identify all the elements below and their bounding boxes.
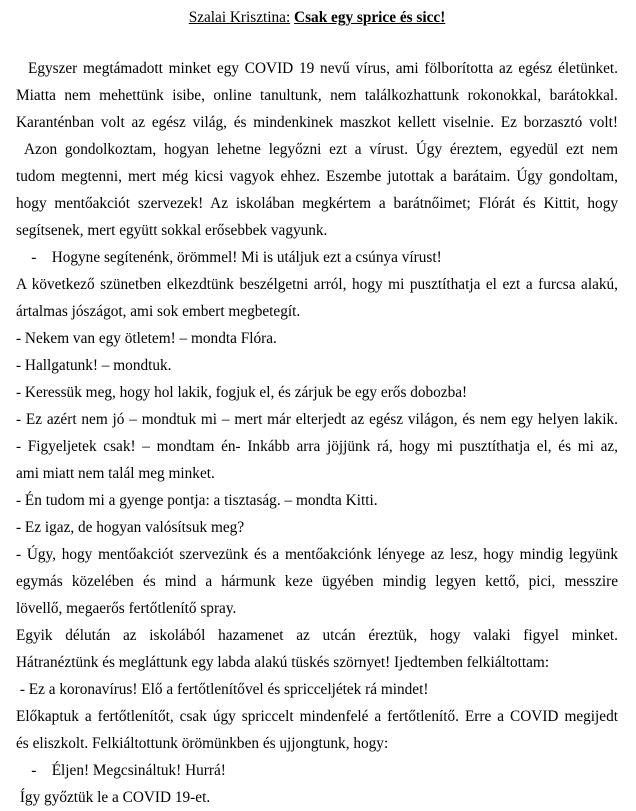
text-line: ami miatt nem talál meg minket.	[16, 465, 215, 482]
text-line: - Hallgatunk! – mondtuk.	[16, 357, 172, 374]
title-text: Csak egy sprice és sicc!	[294, 9, 446, 26]
text-line: - Keressük meg, hogy hol lakik, fogjuk el, és zárjuk be egy erős dobozba!	[16, 384, 468, 401]
text-line: Azon gondolkoztam, hogyan lehetne legyőzni ezt a vírust. Úgy éreztem, egyedül ezt nem	[24, 141, 618, 158]
text-line: - Éljen! Megcsináltuk! Hurrá!	[16, 762, 226, 779]
author-name: Szalai Krisztina:	[188, 9, 291, 26]
text-line: - Figyeljetek csak! – mondtam én- Inkább arra jöjjünk rá, hogy mi pusztíthatja el, és mi az,	[16, 438, 618, 455]
text-line: - Ez a koronavírus! Elő a fertőtlenítővel és spricceljétek rá mindet!	[16, 681, 429, 698]
text-line: és eliszkolt. Felkiáltottunk örömünkben és ujjongtunk, hogy:	[16, 735, 389, 752]
document-page	[16, 0, 618, 811]
text-line: - Úgy, hogy mentőakciót szervezünk és a mentőakciónk lényege az lesz, hogy mindig legyünk	[16, 546, 618, 563]
text-line: Karanténban volt az egész világ, és mindenkinek maszkot kellett viselnie. Ez borzasztó volt!	[16, 114, 618, 131]
text-line: Egyszer megtámadott minket egy COVID 19 nevű vírus, ami fölborította az egész életünket.	[28, 60, 618, 77]
text-line: Így győztük le a COVID 19-et.	[16, 789, 211, 806]
text-line: - Ez azért nem jó – mondtuk mi – mert már elterjedt az egész világon, és nem egy helyen lakik.	[16, 411, 618, 428]
text-line: Miatta nem mehettünk isibe, online tanultunk, nem találkozhattunk rokonokkal, barátokkal.	[16, 87, 618, 104]
text-line: Egyik délután az iskolából hazamenet az utcán éreztük, hogy valaki figyel minket.	[16, 627, 618, 644]
text-line: tudom megtenni, mert még kicsi vagyok ehhez. Eszembe jutottak a barátaim. Úgy gondoltam,	[16, 168, 618, 185]
text-line: egymás közelében és mind a hármunk keze ügyében mindig legyen kettő, pici, messzire	[16, 573, 618, 590]
text-line: ártalmas jószágot, ami sok embert megbetegít.	[16, 303, 301, 320]
text-line: - Én tudom mi a gyenge pontja: a tisztaság. – mondta Kitti.	[16, 492, 378, 509]
text-line: Hátranéztünk és megláttunk egy labda alakú tüskés szörnyet! Ijedtemben felkiáltottam:	[16, 654, 550, 671]
text-line: A következő szünetben elkezdtünk beszélgetni arról, hogy mi pusztíthatja el ezt a furcsa alakú,	[16, 276, 618, 293]
text-line: - Ez igaz, de hogyan valósítsuk meg?	[16, 519, 245, 536]
text-line: hogy mentőakciót szervezek! Az iskolában megkértem a barátnőimet; Flórát és Kittit, hogy	[16, 195, 618, 212]
story-title	[16, 6, 618, 30]
text-line: Előkaptuk a fertőtlenítőt, csak úgy spriccelt mindenfelé a fertőtlenítő. Erre a COVID megijedt	[16, 708, 618, 725]
story-body	[16, 55, 618, 811]
text-line: - Hogyne segítenénk, örömmel! Mi is utáljuk ezt a csúnya vírust!	[16, 249, 442, 266]
text-line: - Nekem van egy ötletem! – mondta Flóra.	[16, 330, 277, 347]
text-line: lövellő, megaerős fertőtlenítő spray.	[16, 600, 237, 617]
text-line: segítsenek, mert együtt sokkal erősebbek vagyunk.	[16, 222, 328, 239]
